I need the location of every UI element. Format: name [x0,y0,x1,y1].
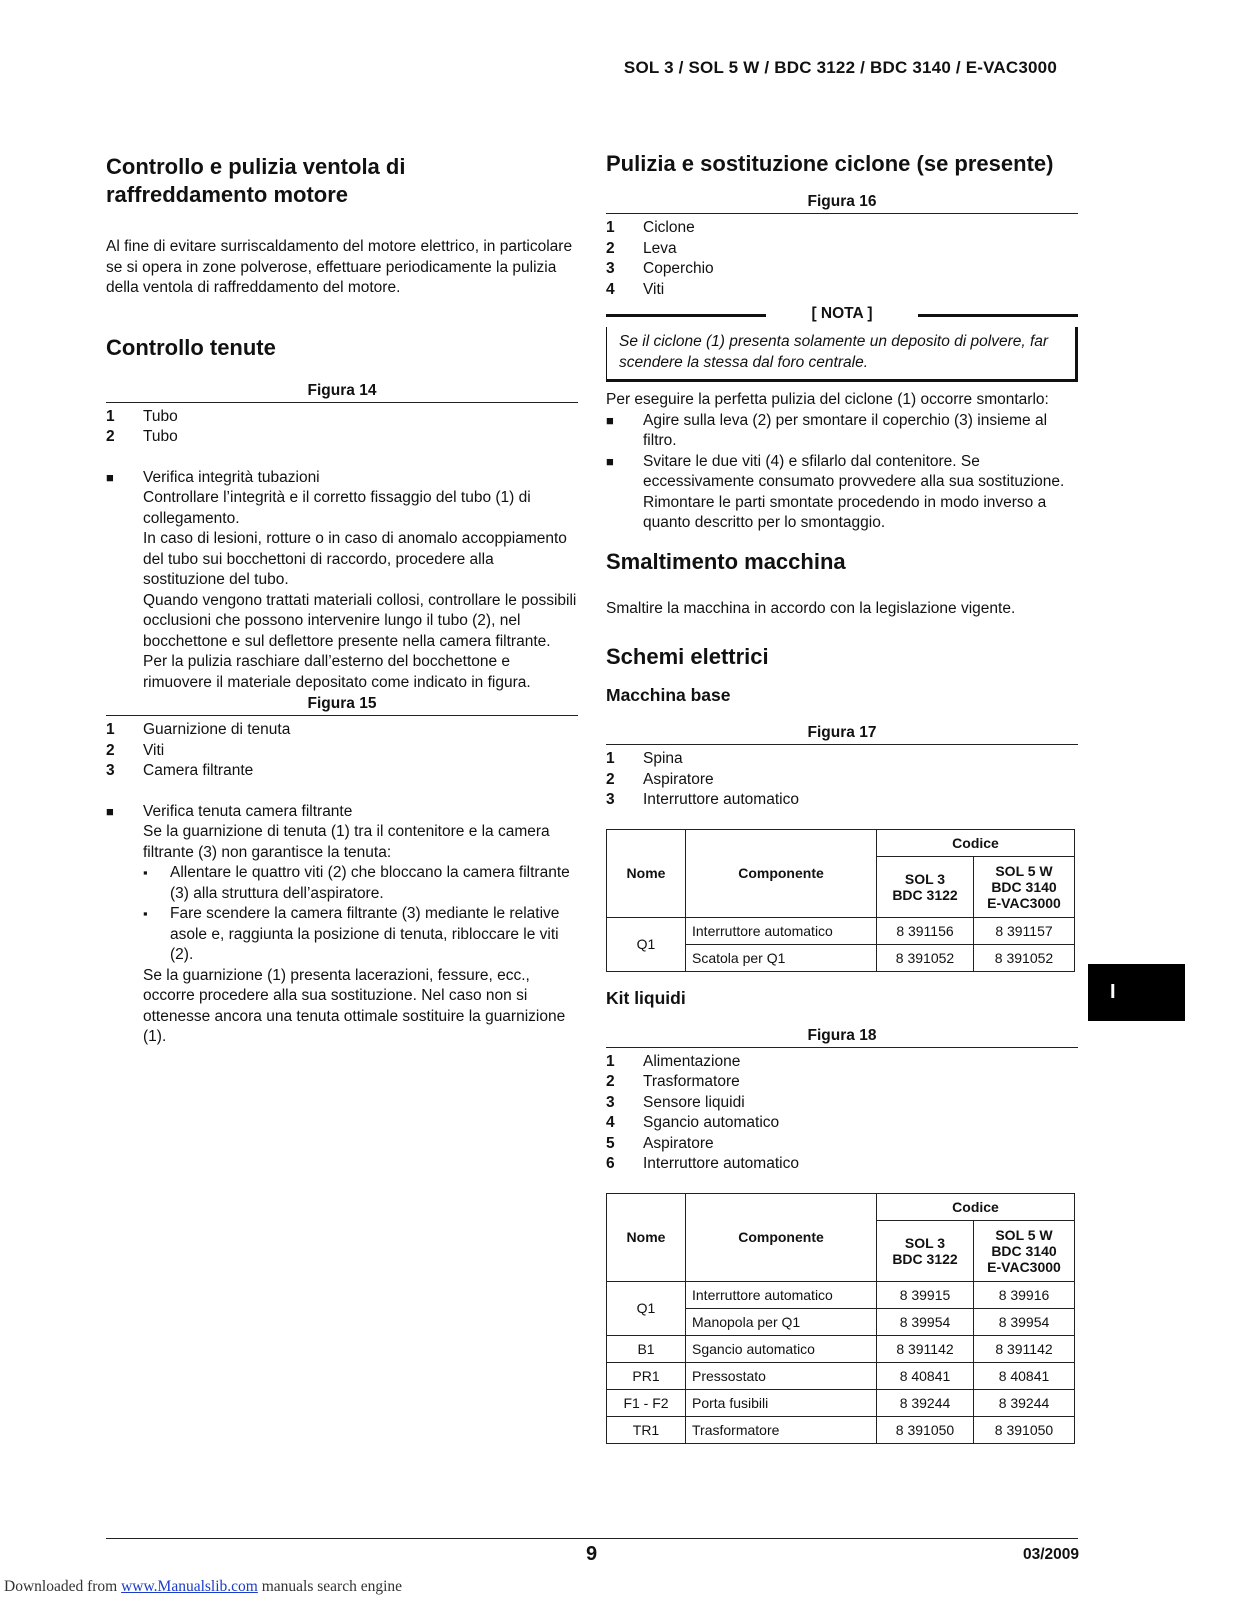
header-componente: Componente [686,1193,877,1281]
table-header-row [607,1193,1075,1220]
header-codice: Codice [877,1193,1075,1220]
item-number: 1 [606,750,615,767]
list-item [106,407,578,428]
cell-code-sol3: 8 391142 [877,1335,974,1362]
table-base-machine [606,829,1078,972]
header-sol3: SOL 3 BDC 3122 [877,856,974,917]
cell-code-sol5w: 8 391050 [974,1416,1075,1443]
bullet-text: Svitare le due viti (4) e sfilarlo dal contenitore. Se eccessivamente consumato provvedere alla sua sostituzione. Rimontare le parti smontate procedendo in modo inverso a quanto descritto per lo smontaggio. [643,452,1065,531]
sub-bullet-text: Fare scendere la camera filtrante (3) mediante le relative asole e, raggiunta la posizione di tenuta, ribloccare le viti (2). [170,905,560,963]
header-sol5w: SOL 5 W BDC 3140 E-VAC3000 [974,856,1075,917]
text-line: In caso di lesioni, rotture o in caso di anomalo accoppiamento del tubo sui bocchettoni di raccordo, procedere alla sostituzione del tubo. [143,530,567,588]
bullet-text: Agire sulla leva (2) per smontare il coperchio (3) insieme al filtro. [643,411,1048,449]
cell-code-sol5w: 8 391142 [974,1335,1075,1362]
disposal-text: Smaltire la macchina in accordo con la legislazione vigente. [606,599,1016,617]
table-row [607,1362,1075,1389]
list-item [606,239,1078,260]
list-item [606,259,1078,280]
list-item [606,280,1078,301]
list-item [606,749,1078,770]
cell-code-sol3: 8 391050 [877,1416,974,1443]
list-item [606,790,1078,811]
item-label: Camera filtrante [143,762,254,779]
cell-componente: Interruttore automatico [686,1281,877,1308]
figure-15-caption: Figura 15 [106,695,578,716]
cell-code-sol3: 8 39915 [877,1281,974,1308]
item-label: Guarnizione di tenuta [143,721,291,738]
bullet-item [606,411,1078,452]
download-suffix: manuals search engine [257,1578,403,1595]
table-row [607,1389,1075,1416]
header-nome: Nome [607,1193,686,1281]
item-number: 1 [106,721,115,738]
list-item [606,1093,1078,1114]
download-notice [4,1578,402,1596]
subtitle-base-machine: Macchina base [606,685,731,705]
item-label: Interruttore automatico [643,791,799,808]
text-line: Controllare l’integrità e il corretto fissaggio del tubo (1) di collegamento. [143,489,531,527]
cyclone-bullets [606,411,1078,534]
item-label: Tubo [143,407,178,425]
bullet-chamber [106,802,578,1048]
list-item [606,770,1078,791]
cyclone-intro: Per eseguire la perfetta pulizia del ciclone (1) occorre smontarlo: [606,391,1049,408]
figure-14-list [106,407,578,448]
item-number: 2 [606,239,615,257]
list-item [606,1072,1078,1093]
cell-code-sol5w: 8 391157 [974,917,1075,944]
cell-code-sol5w: 8 391052 [974,944,1075,971]
section-title-cyclone: Pulizia e sostituzione ciclone (se presente) [606,151,1054,176]
cell-code-sol5w: 8 39244 [974,1389,1075,1416]
figure-15-list [106,720,578,782]
note-rule-left [606,314,766,317]
item-label: Ciclone [643,219,695,236]
item-number: 2 [606,770,615,788]
footer-rule [106,1538,1078,1539]
bullet-chamber-title: Verifica tenuta camera filtrante [143,802,353,820]
item-number: 2 [106,741,115,759]
bullet-pipes [106,468,578,694]
language-side-tab: I [1088,964,1185,1021]
header-sol3: SOL 3 BDC 3122 [877,1220,974,1281]
note-box: Se il ciclone (1) presenta solamente un deposito di polvere, far scendere la stessa dal foro centrale. [606,327,1078,382]
cell-nome: B1 [607,1335,686,1362]
item-number: 2 [606,1073,615,1090]
note-header [606,305,1078,327]
bullet-mark: ■ [606,412,614,428]
component-table [606,1193,1075,1444]
item-number: 3 [106,762,115,779]
item-label: Leva [643,239,677,257]
section-title-wiring: Schemi elettrici [606,644,769,669]
figure-17-caption: Figura 17 [606,724,1078,745]
figure-14-caption: Figura 14 [106,382,578,403]
cell-nome: TR1 [607,1416,686,1443]
cell-componente: Scatola per Q1 [686,944,877,971]
cell-code-sol3: 8 39954 [877,1308,974,1335]
list-item [606,1052,1078,1073]
item-number: 3 [606,260,615,277]
list-item [606,1134,1078,1155]
page-header: SOL 3 / SOL 5 W / BDC 3122 / BDC 3140 / E-VAC3000 [623,58,1057,77]
cell-code-sol5w: 8 39916 [974,1281,1075,1308]
text-line: Per la pulizia raschiare dall’esterno del bocchettone e rimuovere il materiale depositato come indicato in figura. [143,653,531,691]
cell-componente: Sgancio automatico [686,1335,877,1362]
figure-17-list [606,749,1078,811]
right-column [606,150,1078,1444]
bullet-pipes-title: Verifica integrità tubazioni [143,468,320,486]
footer-date: 03/2009 [1022,1546,1079,1563]
cell-nome: Q1 [607,1281,686,1335]
item-label: Alimentazione [643,1052,741,1070]
list-item [106,720,578,741]
subtitle-liquid-kit: Kit liquidi [606,987,686,1008]
table-row [607,917,1075,944]
sub-bullet [143,904,578,966]
item-number: 4 [606,1114,615,1131]
section-title-fan: Controllo e pulizia ventola di raffreddamento motore [106,154,406,207]
item-label: Aspiratore [643,770,714,788]
sub-bullet [143,863,578,904]
cell-nome: Q1 [607,917,686,971]
item-label: Sgancio automatico [643,1114,780,1131]
bullet-mark: ■ [106,803,114,819]
item-number: 1 [606,219,615,236]
bullet-chamber-end: Se la guarnizione (1) presenta lacerazioni, fessure, ecc., occorre procedere alla sua sostituzione. Nel caso non si ottenesse ancora una tenuta ottimale sostituire la guarnizione (1). [143,966,566,1045]
manualslib-link[interactable]: www.Manualslib.com [121,1578,258,1595]
component-table [606,829,1075,972]
item-number: 1 [106,407,115,425]
bullet-pipes-lines [143,488,578,693]
cell-code-sol3: 8 391156 [877,917,974,944]
item-number: 1 [606,1052,615,1070]
sub-bullet-mark: ▪ [143,865,148,880]
bullet-mark: ■ [606,453,614,469]
table-row [607,1335,1075,1362]
item-label: Sensore liquidi [643,1093,745,1111]
item-label: Spina [643,750,683,767]
header-componente: Componente [686,829,877,917]
item-label: Aspiratore [643,1134,714,1152]
bullet-chamber-intro: Se la guarnizione di tenuta (1) tra il contenitore e la camera filtrante (3) non garantisce la tenuta: [143,823,550,861]
list-item [606,1154,1078,1175]
sub-bullet-mark: ▪ [143,906,148,921]
cell-componente: Trasformatore [686,1416,877,1443]
list-item [606,1113,1078,1134]
item-label: Trasformatore [643,1073,740,1090]
item-label: Viti [643,280,665,298]
item-number: 4 [606,280,615,298]
item-number: 2 [106,428,115,445]
item-number: 3 [606,1093,615,1111]
table-row [607,1281,1075,1308]
section-title-seals: Controllo tenute [106,334,276,360]
bullet-mark: ■ [106,469,114,485]
sub-bullet-text: Allentare le quattro viti (2) che bloccano la camera filtrante (3) alla struttura dell’aspiratore. [170,864,570,902]
note-rule-right [918,314,1078,317]
cell-code-sol5w: 8 39954 [974,1308,1075,1335]
item-label: Tubo [143,428,178,445]
cell-componente: Interruttore automatico [686,917,877,944]
page-number: 9 [586,1543,598,1565]
bullet-item [606,452,1078,534]
cell-componente: Pressostato [686,1362,877,1389]
item-number: 5 [606,1134,615,1152]
cell-componente: Manopola per Q1 [686,1308,877,1335]
list-item [606,218,1078,239]
cell-nome: F1 - F2 [607,1389,686,1416]
note-title: [ NOTA ] [811,305,873,322]
cell-componente: Porta fusibili [686,1389,877,1416]
cell-code-sol3: 8 391052 [877,944,974,971]
cell-code-sol5w: 8 40841 [974,1362,1075,1389]
cell-code-sol3: 8 39244 [877,1389,974,1416]
list-item [106,761,578,782]
bullet-chamber-sublist [143,863,578,966]
header-nome: Nome [607,829,686,917]
figure-18-caption: Figura 18 [606,1027,1078,1048]
figure-16-list [606,218,1078,300]
download-prefix: Downloaded from [4,1578,122,1595]
figure-16-caption: Figura 16 [606,193,1078,214]
list-item [106,427,578,448]
header-codice: Codice [877,829,1075,856]
item-label: Viti [143,741,165,759]
cell-code-sol3: 8 40841 [877,1362,974,1389]
item-label: Interruttore automatico [643,1155,799,1172]
table-header-row [607,829,1075,856]
header-sol5w: SOL 5 W BDC 3140 E-VAC3000 [974,1220,1075,1281]
cell-nome: PR1 [607,1362,686,1389]
figure-18-list [606,1052,1078,1175]
section-title-disposal: Smaltimento macchina [606,548,846,574]
left-column [106,150,578,1048]
table-row [607,1416,1075,1443]
fan-text: Al fine di evitare surriscaldamento del motore elettrico, in particolare se si opera in zone polverose, effettuare periodicamente la pulizia della ventola di raffreddamento del motore. [106,238,573,296]
text-line: Quando vengono trattati materiali collosi, controllare le possibili occlusioni che possono intervenire lungo il tubo (2), nel bocchettone e sul deflettore presente nella camera filtrante. [143,591,577,650]
table-liquid-kit [606,1193,1078,1444]
item-number: 3 [606,791,615,808]
item-label: Coperchio [643,260,714,277]
list-item [106,741,578,762]
item-number: 6 [606,1155,615,1172]
